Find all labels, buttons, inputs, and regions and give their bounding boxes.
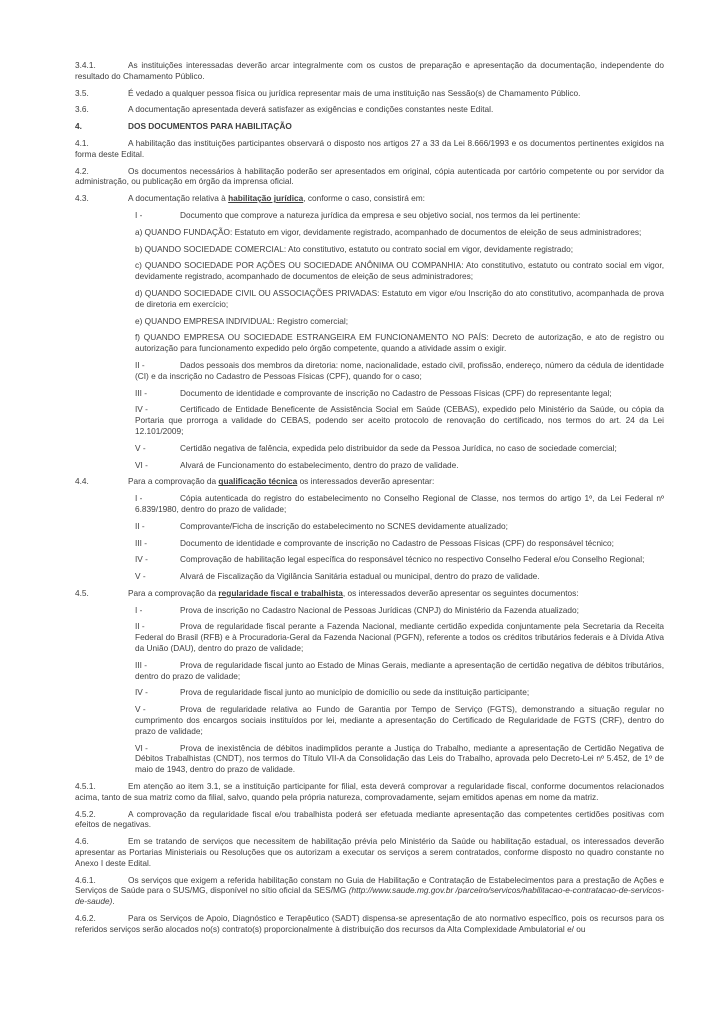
clause-number: 4.6. (75, 836, 89, 847)
clause-number: 4.1. (75, 137, 89, 148)
clause-4-4 (75, 476, 664, 487)
item-number: III - (135, 537, 147, 548)
clause-number: 4.6.2. (75, 913, 96, 924)
item-4-5-v (135, 704, 664, 736)
item-number: II - (135, 621, 145, 632)
clause-text: É vedado a qualquer pessoa física ou jurídica representar mais de uma instituição nas Sessão(s) de Chamamento Público. (128, 87, 581, 98)
item-4-3-iv (135, 404, 664, 436)
clause-4-5 (75, 588, 664, 599)
item-text: e) QUANDO EMPRESA INDIVIDUAL: Registro comercial; (135, 315, 349, 326)
emphasized-term: qualificação técnica (218, 476, 298, 487)
clause-text: . (112, 896, 115, 907)
item-4-3-d (135, 288, 664, 310)
clause-number: 4.5. (75, 587, 89, 598)
clause-4-6 (75, 836, 664, 868)
item-text: Alvará de Funcionamento do estabelecimento, dentro do prazo de validade. (180, 459, 459, 470)
item-number: I - (135, 493, 143, 504)
clause-4-2 (75, 166, 664, 188)
item-4-5-i (135, 605, 664, 616)
item-number: II - (135, 359, 145, 370)
item-text: Comprovante/Ficha de inscrição do estabelecimento no SCNES devidamente atualizado; (180, 520, 508, 531)
clause-text: A habilitação das instituições participantes observará o disposto nos artigos 27 a 33 da Lei 8.666/1993 e os documentos pertinentes exigidos na forma deste Edital. (75, 137, 664, 159)
item-number: V - (135, 571, 146, 582)
clause-number: 4.3. (75, 193, 89, 204)
clause-3-6 (75, 104, 664, 115)
clause-3-4-1 (75, 60, 664, 82)
item-number: I - (135, 209, 143, 220)
section-4-heading (75, 121, 664, 132)
item-text: Dados pessoais dos membros da diretoria: nome, nacionalidade, estado civil, profissão, endereço, número da cédula de identidade (CI) e da inscrição no Cadastro de Pessoas Físicas (CPF), quando for o caso; (135, 359, 664, 381)
clause-text: Para a comprovação da (128, 476, 219, 487)
item-number: V - (135, 704, 146, 715)
item-text: c) QUANDO SOCIEDADE POR AÇÕES OU SOCIEDADE ANÔNIMA OU COMPANHIA: Ato constitutivo, estatuto ou contrato social em vigor, devidamente registrado, acompanhado de documentos de eleição de seus administradores; (135, 260, 664, 282)
clause-text: Para a comprovação da (128, 587, 219, 598)
item-text: Certificado de Entidade Beneficente de Assistência Social em Saúde (CEBAS), expedido pelo Ministério da Saúde, ou cópia da Portaria que prorroga a validade do CEBAS, podendo ser aceito protocolo de renovação do certificado, nos termos do art. 24 da Lei 12.101/2009; (135, 404, 664, 436)
item-4-4-iii (135, 538, 664, 549)
item-4-4-ii (135, 521, 664, 532)
clause-4-5-1 (75, 781, 664, 803)
item-text: Prova de inexistência de débitos inadimplidos perante a Justiça do Trabalho, mediante a apresentação de Certidão Negativa de Débitos Trabalhistas (CNDT), nos termos do Título VII-A da Consolidação das Leis do Trabalho, aprovada pelo Decreto-Lei nº 5.452, de 1º de maio de 1943, dentro do prazo de validade. (135, 742, 664, 775)
item-number: IV - (135, 554, 148, 565)
item-text: Prova de inscrição no Cadastro Nacional de Pessoas Jurídicas (CNPJ) do Ministério da Fazenda atualizado; (180, 604, 579, 615)
item-number: II - (135, 520, 145, 531)
item-4-3-e (135, 316, 664, 327)
item-4-4-v (135, 571, 664, 582)
item-4-3-v (135, 443, 664, 454)
item-text: Cópia autenticada do registro do estabelecimento no Conselho Regional de Classe, nos termos do artigo 1º, da Lei Federal nº 6.839/1980, dentro do prazo de validade; (135, 493, 664, 514)
item-4-4-i (135, 493, 664, 515)
item-text: d) QUANDO SOCIEDADE CIVIL OU ASSOCIAÇÕES PRIVADAS: Estatuto em vigor e/ou Inscrição do ato constitutivo, acompanhada de prova de diretoria em exercício; (135, 287, 664, 309)
clause-number: 3.5. (75, 87, 89, 98)
item-text: Prova de regularidade relativa ao Fundo de Garantia por Tempo de Serviço (FGTS), demonstrando a situação regular no cumprimento dos encargos sociais instituídos por lei, mediante a apresentação do Certificado de Regularidade de FGTS (CRF), dentro do prazo de validade; (135, 704, 664, 736)
item-4-5-iii (135, 660, 664, 682)
item-text: Comprovação de habilitação legal específica do responsável técnico no respectivo Conselho Federal e/ou Conselho Regional; (180, 554, 645, 565)
item-text: Prova de regularidade fiscal junto ao município de domicílio ou sede da instituição participante; (180, 687, 530, 698)
clause-4-6-1 (75, 875, 664, 907)
clause-text: Para os Serviços de Apoio, Diagnóstico e Terapêutico (SADT) dispensa-se apresentação de ato normativo específico, pois os recursos para os referidos serviços serão alocados no(s) contrato(s) proporcionalmente à distribuição dos recursos da Alta Complexidade Ambulatorial e/ ou (75, 913, 664, 934)
item-4-3-a (135, 227, 664, 238)
clause-text: os interessados deverão apresentar: (297, 476, 435, 487)
clause-4-3 (75, 193, 664, 204)
clause-4-5-2 (75, 809, 664, 831)
clause-text: A comprovação da regularidade fiscal e/ou trabalhista poderá ser efetuada mediante apresentação das competentes certidões positivas com efeitos de negativas. (75, 808, 664, 830)
item-4-5-vi (135, 743, 664, 775)
item-text: Prova de regularidade fiscal junto ao Estado de Minas Gerais, mediante a apresentação de certidão negativa de débitos tributários, dentro do prazo de validade; (135, 659, 664, 681)
section-number: 4. (75, 121, 82, 132)
item-number: IV - (135, 404, 148, 415)
item-text: f) QUANDO EMPRESA OU SOCIEDADE ESTRANGEIRA EM FUNCIONAMENTO NO PAÍS: Decreto de autorização, e ato de registro ou autorização para funcionamento expedido pelo órgão competente, quando a atividade assim o exigir. (135, 332, 664, 354)
clause-3-5 (75, 88, 664, 99)
clause-number: 4.5.1. (75, 781, 96, 792)
clause-4-6-2 (75, 913, 664, 935)
item-4-4-iv (135, 554, 664, 565)
clause-text: A documentação apresentada deverá satisfazer as exigências e condições constantes neste Edital. (128, 104, 494, 115)
emphasized-term: habilitação jurídica (228, 193, 304, 204)
clause-text: Os documentos necessários à habilitação poderão ser apresentados em original, cópia autenticada por cartório competente ou por servidor da administração, ou publicação em órgão da imprensa oficial. (75, 165, 664, 187)
item-4-3-b (135, 244, 664, 255)
item-text: Alvará de Fiscalização da Vigilância Sanitária estadual ou municipal, dentro do prazo de validade. (180, 571, 540, 582)
item-number: III - (135, 387, 147, 398)
item-text: Documento de identidade e comprovante de inscrição no Cadastro de Pessoas Físicas (CPF) do responsável técnico; (180, 537, 614, 548)
item-number: III - (135, 659, 147, 670)
item-4-5-iv (135, 687, 664, 698)
clause-number: 4.2. (75, 165, 89, 176)
item-4-5-ii (135, 621, 664, 653)
item-4-3-f (135, 332, 664, 354)
clause-number: 4.6.1. (75, 874, 96, 885)
item-4-3-ii (135, 360, 664, 382)
section-title: DOS DOCUMENTOS PARA HABILITAÇÃO (128, 121, 292, 132)
website-url: (http://www.saude.mg.gov.br /parceiro/servicos/habilitacao-e-contratacao-de-servicos-de-saude) (75, 885, 664, 907)
item-4-3-vi (135, 460, 664, 471)
clause-number: 3.4.1. (75, 60, 96, 70)
clause-number: 4.4. (75, 476, 89, 487)
item-text: Prova de regularidade fiscal perante a Fazenda Nacional, mediante certidão expedida conjuntamente pela Secretaria da Receita Federal do Brasil (RFB) e à Procuradoria-Geral da Fazenda Nacional (PGFN), referente a todos os créditos tributários federais e à Dívida Ativa da União (DAU), dentro do prazo de validade; (135, 621, 664, 654)
clause-text: , os interessados deverão apresentar os seguintes documentos: (342, 587, 579, 598)
clause-text: Em atenção ao item 3.1, se a instituição participante for filial, esta deverá comprovar a regularidade fiscal, conforme documentos relacionados acima, tanto de sua matriz como da filial, salvo, quando pela própria natureza, comprovadamente, sejam emitidos apenas em nome da matriz. (75, 781, 664, 802)
item-number: IV - (135, 687, 148, 698)
clause-number: 3.6. (75, 104, 89, 115)
item-4-3-c (135, 260, 664, 282)
item-text: b) QUANDO SOCIEDADE COMERCIAL: Ato constitutivo, estatuto ou contrato social em vigor, devidamente registrado; (135, 243, 574, 254)
item-4-3-i (135, 210, 664, 221)
clause-text: , conforme o caso, consistirá em: (303, 193, 425, 204)
clause-number: 4.5.2. (75, 808, 96, 819)
item-text: a) QUANDO FUNDAÇÃO: Estatuto em vigor, devidamente registrado, acompanhado de documentos de eleição de seus administradores; (135, 226, 642, 237)
item-text: Certidão negativa de falência, expedida pelo distribuidor da sede da Pessoa Jurídica, no caso de sociedade comercial; (180, 442, 617, 453)
clause-text: A documentação relativa à (128, 193, 229, 204)
item-text: Documento de identidade e comprovante de inscrição no Cadastro de Pessoas Físicas (CPF) do representante legal; (180, 387, 612, 398)
item-number: I - (135, 604, 143, 615)
item-number: VI - (135, 459, 148, 470)
clause-4-1 (75, 138, 664, 160)
clause-text: Em se tratando de serviços que necessitem de habilitação prévia pelo Ministério da Saúde ou habilitação estadual, os interessados deverão apresentar as Portarias Ministeriais ou Resoluções que os autorizam a executar os serviços a serem contratados, conforme disposto no quadro constante no Anexo I deste Edital. (75, 836, 664, 868)
emphasized-term: regularidade fiscal e trabalhista (218, 587, 343, 598)
item-4-3-iii (135, 388, 664, 399)
item-number: V - (135, 442, 146, 453)
clause-text: Os serviços que exigem a referida habilitação constam no Guia de Habilitação e Contratação de Estabelecimentos para a prestação de Ações e Serviços de Saúde para o SUS/MG, disponível no sítio oficial da SES/MG (75, 874, 664, 896)
clause-text: As instituições interessadas deverão arcar integralmente com os custos de preparação e apresentação da documentação, independente do resultado do Chamamento Público. (75, 60, 664, 81)
item-number: VI - (135, 742, 148, 753)
item-text: Documento que comprove a natureza jurídica da empresa e seu objetivo social, nos termos da lei pertinente: (180, 209, 581, 220)
